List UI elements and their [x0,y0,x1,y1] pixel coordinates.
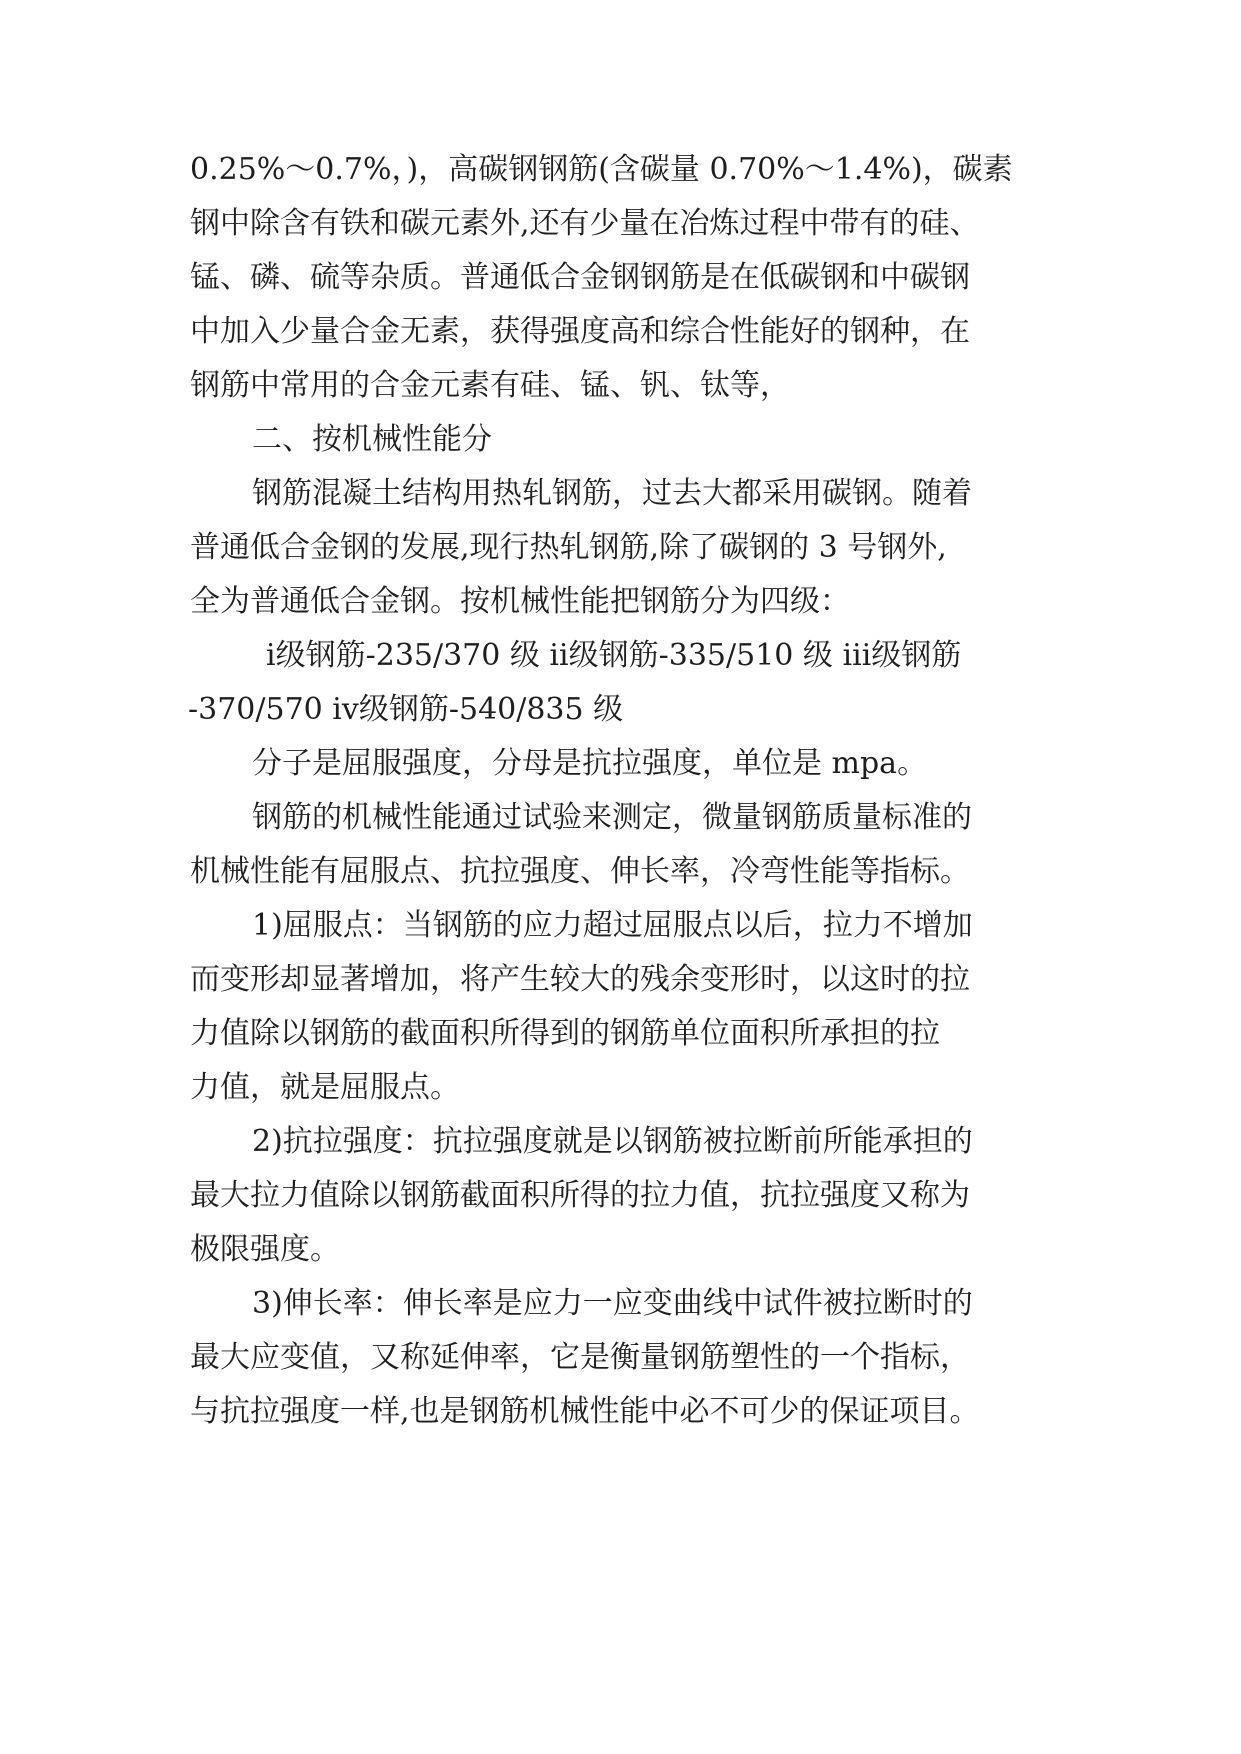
text-line: 极限强度。 [190,1232,340,1267]
text-line: 0.25%～0.7%，)，高碳钢钢筋(含碳量 0.70%～1.4%)，碳素 [190,152,1013,187]
text-line: 锰、磷、硫等杂质。普通低合金钢钢筋是在低碳钢和中碳钢 [190,260,970,295]
text-line: -370/570 ⅳ级钢筋-540/835 级 [188,692,624,727]
text-line: 普通低合金钢的发展,现行热轧钢筋,除了碳钢的 3 号钢外, [190,530,947,565]
text-line: 机械性能有屈服点、抗拉强度、伸长率，冷弯性能等指标。 [190,854,970,889]
text-line: 而变形却显著增加，将产生较大的残余变形时，以这时的拉 [190,962,970,997]
text-line: 钢筋的机械性能通过试验来测定，微量钢筋质量标准的 [252,800,972,835]
text-line: 力值除以钢筋的截面积所得到的钢筋单位面积所承担的拉 [190,1016,940,1051]
text-line: 最大拉力值除以钢筋截面积所得的拉力值，抗拉强度又称为 [190,1178,970,1213]
text-line: 3)伸长率：伸长率是应力一应变曲线中试件被拉断时的 [252,1286,973,1321]
text-line: ⅰ级钢筋-235/370 级 ⅱ级钢筋-335/510 级 ⅲ级钢筋 [266,638,962,673]
text-line: 钢筋混凝土结构用热轧钢筋，过去大都采用碳钢。随着 [252,476,972,511]
text-line: 钢中除含有铁和碳元素外,还有少量在冶炼过程中带有的硅、 [190,206,980,241]
text-line: 分子是屈服强度，分母是抗拉强度，单位是 mpa。 [252,746,928,781]
text-line: 中加入少量合金无素，获得强度高和综合性能好的钢种，在 [190,314,970,349]
text-line: 钢筋中常用的合金元素有硅、锰、钒、钛等， [190,368,790,403]
text-line: 力值，就是屈服点。 [190,1070,460,1105]
text-line: 2)抗拉强度：抗拉强度就是以钢筋被拉断前所能承担的 [252,1124,973,1159]
text-line: 最大应变值，又称延伸率，它是衡量钢筋塑性的一个指标， [190,1340,970,1375]
text-line: 全为普通低合金钢。按机械性能把钢筋分为四级： [190,584,850,619]
text-line: 1)屈服点：当钢筋的应力超过屈服点以后，拉力不增加 [252,908,973,943]
section-heading: 二、按机械性能分 [252,422,492,457]
text-line: 与抗拉强度一样,也是钢筋机械性能中必不可少的保证项目。 [190,1394,980,1429]
